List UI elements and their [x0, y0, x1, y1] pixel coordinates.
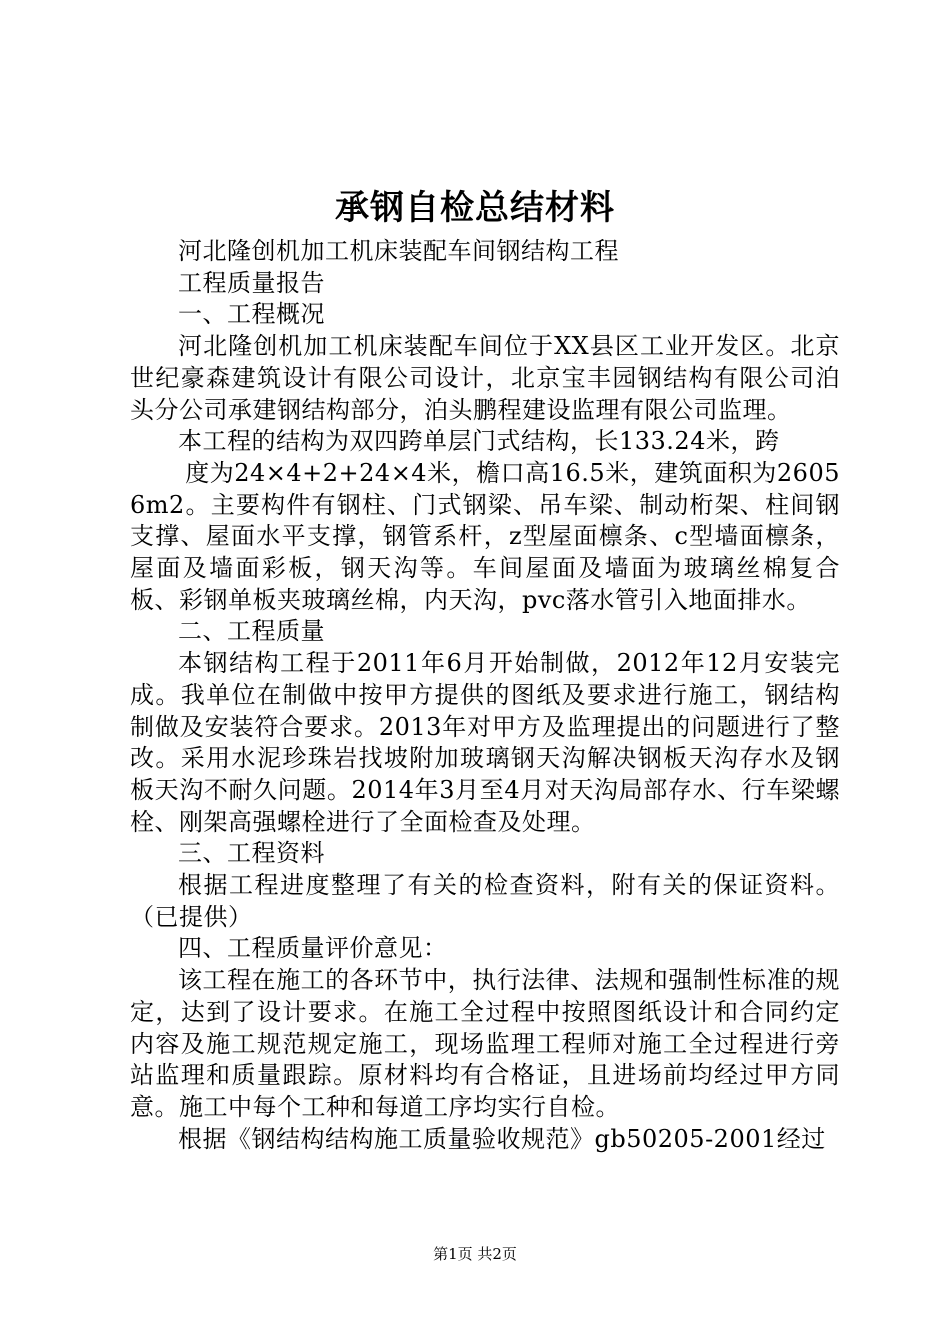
section-heading-quality: 二、工程质量 — [178, 617, 325, 646]
standard-paragraph: 根据《钢结构结构施工质量验收规范》gb50205-2001经过 — [178, 1124, 826, 1153]
report-title-line: 工程质量报告 — [178, 268, 325, 297]
document-title: 承钢自检总结材料 — [335, 188, 615, 228]
project-name-line: 河北隆创机加工机床装配车间钢结构工程 — [178, 237, 619, 265]
section-heading-records: 三、工程资料 — [178, 839, 325, 868]
section-heading-overview: 一、工程概况 — [178, 300, 325, 329]
records-paragraph: 根据工程进度整理了有关的检查资料，附有关的保证资料。（已提供） — [130, 871, 840, 931]
section-heading-evaluation: 四、工程质量评价意见： — [178, 934, 448, 963]
evaluation-paragraph: 该工程在施工的各环节中，执行法律、法规和强制性标准的规定，达到了设计要求。在施工全过程中按照图纸设计和合同约定内容及施工规范规定施工，现场监理工程师对施工全过程进行旁站监理和质量跟踪。原材料均有合格证，且进场前均经过甲方同意。施工中每个工种和每道工序均实行自检。 — [130, 966, 840, 1121]
document-body — [130, 236, 840, 1155]
structure-paragraph-start: 本工程的结构为双四跨单层门式结构，长133.24米，跨 — [178, 427, 780, 456]
quality-paragraph: 本钢结构工程于2011年6月开始制做，2012年12月安装完成。我单位在制做中按甲方提供的图纸及要求进行施工，钢结构制做及安装符合要求。2013年对甲方及监理提出的问题进行了整改。采用水泥珍珠岩找坡附加玻璃钢天沟解决钢板天沟存水及钢板天沟不耐久问题。2014年3月至4月对天沟局部存水、行车梁螺栓、刚架高强螺栓进行了全面检查及处理。 — [130, 649, 840, 836]
structure-paragraph-continued: 度为24×4+2+24×4米，檐口高16.5米，建筑面积为26056m2。主要构件有钢柱、门式钢梁、吊车梁、制动桁架、柱间钢支撑、屋面水平支撑，钢管系杆，z型屋面檩条、c型墙面檩条，屋面及墙面彩板，钢天沟等。车间屋面及墙面为玻璃丝棉复合板、彩钢单板夹玻璃丝棉，内天沟，pvc落水管引入地面排水。 — [130, 458, 840, 614]
page-number-footer: 第1页 共2页 — [433, 1245, 517, 1263]
overview-paragraph: 河北隆创机加工机床装配车间位于XX县区工业开发区。北京世纪豪森建筑设计有限公司设计，北京宝丰园钢结构有限公司泊头分公司承建钢结构部分，泊头鹏程建设监理有限公司监理。 — [130, 332, 840, 424]
